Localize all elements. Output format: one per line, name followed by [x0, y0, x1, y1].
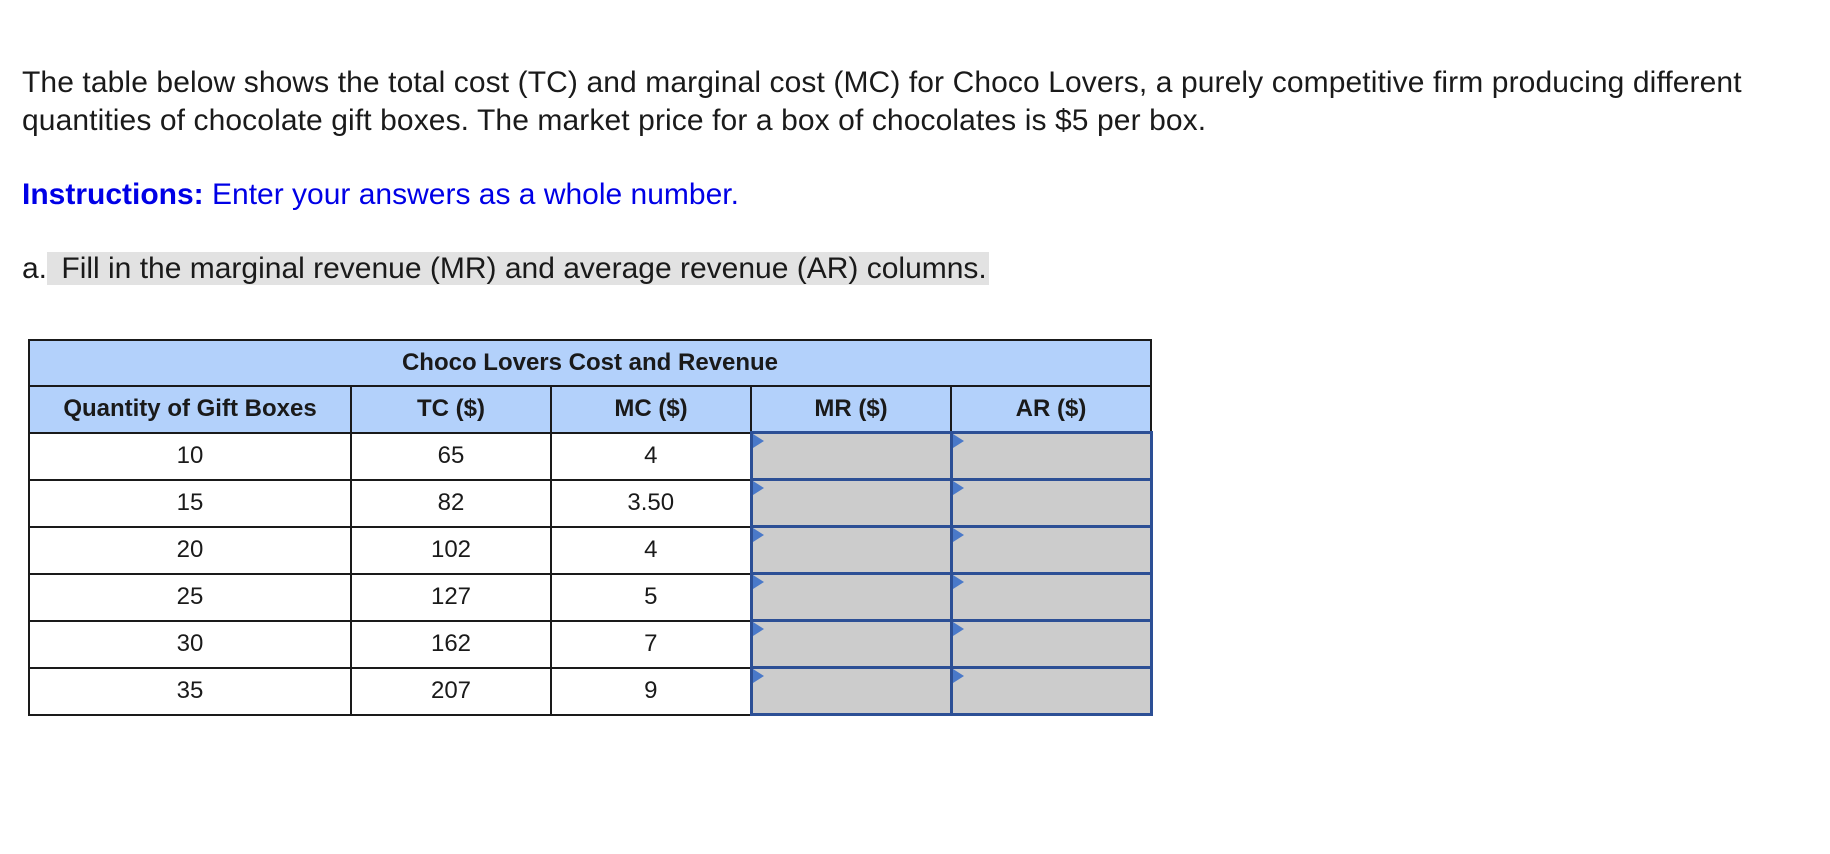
ar-answer-cell	[951, 621, 1151, 668]
mr-answer-cell	[751, 621, 951, 668]
part-a-prefix: a.	[22, 252, 48, 285]
quantity-cell: 20	[29, 527, 351, 574]
part-a-prompt	[22, 250, 989, 288]
ar-answer-input[interactable]	[953, 528, 1150, 572]
column-header-mc: MC ($)	[551, 386, 751, 433]
mc-cell: 3.50	[551, 480, 751, 527]
mr-answer-input[interactable]	[753, 528, 950, 572]
ar-answer-cell	[951, 574, 1151, 621]
ar-answer-cell	[951, 668, 1151, 715]
tc-cell: 127	[351, 574, 551, 621]
instructions	[22, 176, 739, 214]
instructions-lead: Instructions:	[22, 178, 204, 211]
mr-answer-cell	[751, 574, 951, 621]
mc-cell: 7	[551, 621, 751, 668]
column-header-mr: MR ($)	[751, 386, 951, 433]
mc-cell: 9	[551, 668, 751, 715]
column-header-quantity: Quantity of Gift Boxes	[29, 386, 351, 433]
mr-answer-cell	[751, 527, 951, 574]
table-row	[29, 527, 1151, 574]
ar-answer-cell	[951, 527, 1151, 574]
column-header-ar: AR ($)	[951, 386, 1151, 433]
table-caption: Choco Lovers Cost and Revenue	[29, 340, 1151, 386]
tc-cell: 162	[351, 621, 551, 668]
tc-cell: 207	[351, 668, 551, 715]
table-row	[29, 621, 1151, 668]
ar-answer-cell	[951, 433, 1151, 480]
quantity-cell: 10	[29, 433, 351, 480]
quantity-cell: 35	[29, 668, 351, 715]
mr-answer-input[interactable]	[753, 575, 950, 619]
column-header-tc: TC ($)	[351, 386, 551, 433]
ar-answer-input[interactable]	[953, 622, 1150, 666]
mr-answer-input[interactable]	[753, 481, 950, 525]
table-row	[29, 574, 1151, 621]
tc-cell: 65	[351, 433, 551, 480]
mr-answer-cell	[751, 668, 951, 715]
ar-answer-input[interactable]	[953, 669, 1150, 713]
mc-cell: 5	[551, 574, 751, 621]
table-row	[29, 433, 1151, 480]
quantity-cell: 25	[29, 574, 351, 621]
table-row	[29, 480, 1151, 527]
quantity-cell: 15	[29, 480, 351, 527]
ar-answer-input[interactable]	[953, 481, 1150, 525]
table-body	[29, 433, 1151, 715]
quantity-cell: 30	[29, 621, 351, 668]
mc-cell: 4	[551, 527, 751, 574]
mr-answer-input[interactable]	[753, 669, 950, 713]
part-a-text: Fill in the marginal revenue (MR) and average revenue (AR) columns.	[47, 252, 989, 285]
mr-answer-input[interactable]	[753, 434, 950, 478]
instructions-text: Enter your answers as a whole number.	[203, 178, 739, 211]
tc-cell: 82	[351, 480, 551, 527]
tc-cell: 102	[351, 527, 551, 574]
cost-revenue-table	[28, 339, 1153, 716]
ar-answer-input[interactable]	[953, 434, 1150, 478]
mr-answer-input[interactable]	[753, 622, 950, 666]
table-row	[29, 668, 1151, 715]
intro-text: The table below shows the total cost (TC) and marginal cost (MC) for Choco Lovers, a purely competitive firm producing different quantities of chocolate gift boxes. The market price for a box of chocolates is $5 per box.	[22, 66, 1742, 137]
mr-answer-cell	[751, 433, 951, 480]
mr-answer-cell	[751, 480, 951, 527]
ar-answer-cell	[951, 480, 1151, 527]
ar-answer-input[interactable]	[953, 575, 1150, 619]
mc-cell: 4	[551, 433, 751, 480]
